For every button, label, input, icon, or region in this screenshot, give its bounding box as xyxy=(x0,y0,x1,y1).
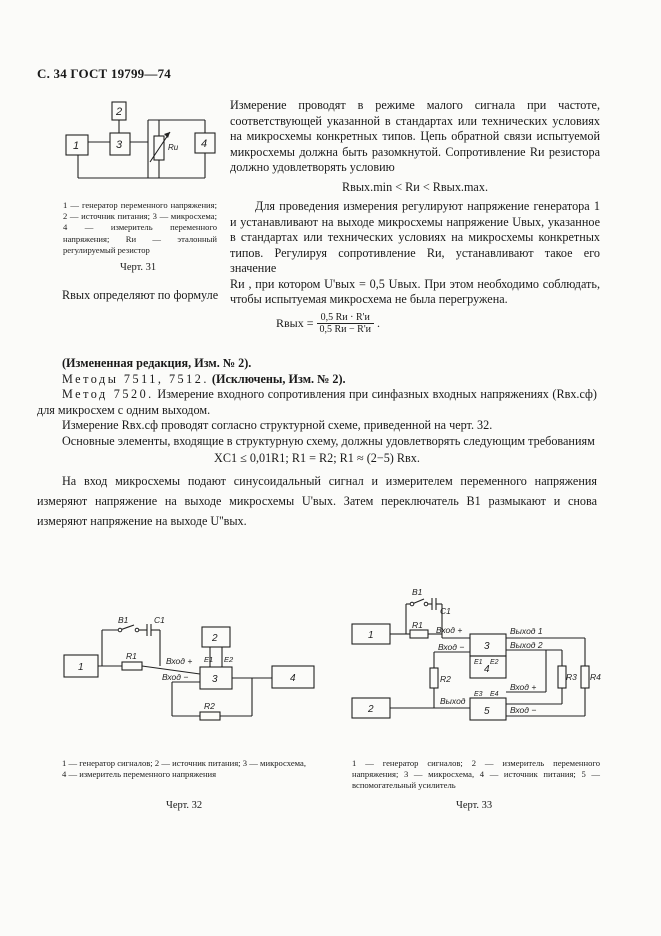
page-header: С. 34 ГОСТ 19799—74 xyxy=(37,66,171,81)
fig33-e4: E4 xyxy=(490,691,499,698)
fig33-input-plus-bottom: Вход + xyxy=(510,682,537,692)
figure-33-caption: 1 — генератор сигналов; 2 — измеритель переменного напряжения; 3 — микросхема, 4 — источник питания; 5 — вспомогательный усилитель xyxy=(352,758,600,791)
fig33-block-1: 1 xyxy=(368,630,374,641)
revised-note: (Измененная редакция, Изм. № 2). xyxy=(62,356,252,370)
fig33-r3: R3 xyxy=(566,672,577,682)
fig31-block-3: 3 xyxy=(116,139,123,151)
fig32-r1: R1 xyxy=(126,651,137,661)
formula-numerator: 0,5 Rи · R'и xyxy=(317,312,374,324)
fig33-e3: E3 xyxy=(474,691,483,698)
figure-33-title: Черт. 33 xyxy=(456,800,493,811)
figure-33-diagram xyxy=(350,588,610,728)
fig33-e1: E1 xyxy=(474,659,483,666)
fig32-cap-c1: C1 xyxy=(154,615,165,625)
fig31-resistor-label: Rи xyxy=(168,143,179,152)
method-7520-desc: Измерение входного сопротивления при синфазных входных напряжениях (Rвх.сф) для микросхем с одним выходом. xyxy=(37,387,597,417)
fig33-output-1: Выход 1 xyxy=(510,626,543,636)
fig32-switch-b1: B1 xyxy=(118,615,129,625)
figure-31-caption: 1 — генератор переменного напряжения; 2 — источник питания; 3 — микросхема; 4 — измеритель переменного напряжения; Rи — эталонный регулируемый резистор xyxy=(63,200,217,255)
figure-32-caption: 1 — генератор сигналов; 2 — источник питания; 3 — микросхема, 4 — измеритель переменного напряжения xyxy=(62,758,306,780)
fig33-input-minus-bottom: Вход − xyxy=(510,705,537,715)
fig33-block-5: 5 xyxy=(484,706,490,717)
rout-intro: Rвых определяют по формуле xyxy=(62,288,219,302)
fig33-block-3: 3 xyxy=(484,641,490,652)
formula-rout xyxy=(276,312,380,335)
text-p2: Для проведения измерения регулируют напряжение генератора 1 и устанавливают на выходе микросхемы напряжение Uвых, указанное в стандартах или технических условиях на микросхемы конкретных типов. Регулируя сопротивление Rи, устанавливают такое его значение xyxy=(230,199,600,275)
fig33-cap-c1: C1 xyxy=(440,606,451,616)
fig33-r4: R4 xyxy=(590,672,601,682)
formula-end: . xyxy=(376,316,380,330)
fig32-r2: R2 xyxy=(204,701,215,711)
fig33-switch-b1: B1 xyxy=(412,588,423,597)
figure-32-title: Черт. 32 xyxy=(166,800,203,811)
fig32-block-2: 2 xyxy=(212,633,218,644)
figure-31-diagram xyxy=(60,100,220,190)
text-p1: Измерение проводят в режиме малого сигнала при частоте, соответствующей указанной в стандартах или технических условиях на микросхемы конкретных типов. Цепь обратной связи испытуемой микросхемы должна быть разомкнутой. Сопротивление Rи резистора должно удовлетворять условию xyxy=(230,98,600,174)
fig32-input-minus: Вход − xyxy=(162,672,189,682)
fig33-r2: R2 xyxy=(440,674,451,684)
fig32-input-plus: Вход + xyxy=(166,656,193,666)
fig32-e2: E2 xyxy=(224,655,234,664)
formula-requirements: XC1 ≤ 0,01R1; R1 = R2; R1 ≈ (2−5) Rвх. xyxy=(214,451,420,465)
fig32-block-3: 3 xyxy=(212,674,218,685)
fig33-r1: R1 xyxy=(412,620,423,630)
condition-inequality: Rвых.min < Rи < Rвых.max. xyxy=(341,179,488,194)
method-7520: Метод 7520. xyxy=(62,387,154,401)
fig32-block-4: 4 xyxy=(290,673,296,684)
elements-paragraph: Основные элементы, входящие в структурную схему, должны удовлетворять следующим требованиям xyxy=(62,433,595,448)
fig33-output-2: Выход 2 xyxy=(510,640,543,650)
fig33-block-4: 4 xyxy=(484,664,490,675)
formula-denominator: 0,5 Rи − R'и xyxy=(319,324,371,335)
fig33-input-minus-top: Вход − xyxy=(438,642,465,652)
fig32-block-1: 1 xyxy=(78,662,84,673)
fig31-block-1: 1 xyxy=(73,140,80,152)
figure-31-title: Черт. 31 xyxy=(120,262,157,273)
figure-32-diagram xyxy=(62,612,324,732)
input-paragraph: На вход микросхемы подают синусоидальный сигнал и измерителем переменного напряжения измеряют напряжение на выходе микросхемы U'вых. Затем переключатель В1 размыкают и снова измеряют напряжение на выходе U''вых. xyxy=(37,473,597,528)
fig31-block-2: 2 xyxy=(116,106,123,118)
fig33-e2: E2 xyxy=(490,659,499,666)
methods-7511-7512: Методы 7511, 7512. xyxy=(62,371,209,386)
fig33-output: Выход xyxy=(440,696,466,706)
fig32-e1: E1 xyxy=(204,655,214,664)
scheme-paragraph: Измерение Rвх.сф проводят согласно структурной схеме, приведенной на черт. 32. xyxy=(62,418,493,432)
fig33-input-plus-top: Вход + xyxy=(436,625,463,635)
fig33-block-2: 2 xyxy=(368,704,374,715)
fig31-block-4: 4 xyxy=(201,138,208,150)
methods-excluded: (Исключены, Изм. № 2). xyxy=(211,371,346,386)
formula-lhs: Rвых = xyxy=(276,316,314,330)
text-p3: Rи , при котором U'вых = 0,5 Uвых. При этом необходимо соблюдать, чтобы испытуемая микросхема не была перегружена. xyxy=(230,276,600,306)
